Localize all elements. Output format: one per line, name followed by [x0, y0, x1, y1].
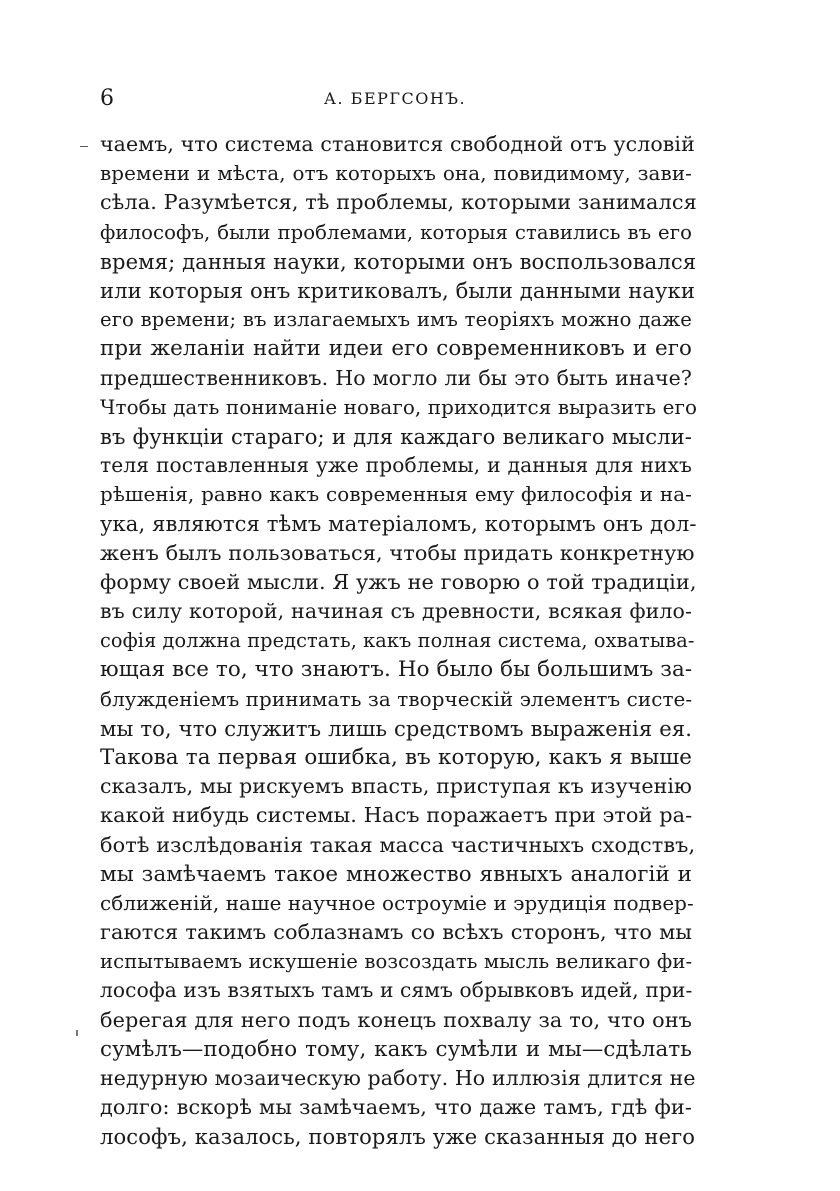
text-line: какой нибудь системы. Насъ поражаетъ при этой ра-	[100, 803, 693, 828]
text-line: недурную мозаическую работу. Но иллюзія длится не	[100, 1066, 696, 1090]
text-line: долго: вскорѣ мы замѣчаемъ, что даже тамъ, гдѣ фи-	[100, 1095, 692, 1120]
running-head: А. БЕРГСОНЪ.	[323, 89, 467, 108]
text-line: философъ, были проблемами, которыя ставились въ его	[100, 220, 692, 244]
text-line: гаются такимъ соблазнамъ со всѣхъ сторонъ, что мы	[100, 920, 692, 945]
text-line: его времени; въ излагаемыхъ имъ теоріяхъ можно даже	[100, 308, 692, 332]
text-line: берегая для него подъ конецъ похвалу за то, что онъ	[100, 1007, 692, 1032]
page-number: 6	[100, 86, 114, 111]
margin-speck-mark	[76, 1030, 78, 1036]
text-line: испытываемъ искушеніе возсоздать мысль великаго фи-	[100, 950, 693, 974]
text-line: ющая все то, что знаютъ. Но было бы большимъ за-	[100, 657, 693, 683]
text-line: предшественниковъ. Но могло ли бы это быть иначе?	[100, 365, 692, 390]
text-line: въ силу которой, начиная съ древности, всякая фило-	[100, 599, 692, 623]
text-line: лософа изъ взятыхъ тамъ и сямъ обрывковъ идей, при-	[100, 978, 693, 1003]
text-line: сумѣлъ—подобно тому, какъ сумѣли и мы—сдѣлать	[100, 1036, 692, 1062]
text-line: сближеній, наше научное остроуміе и эрудиція подвер-	[100, 891, 694, 915]
text-line: времени и мѣста, отъ которыхъ она, повидимому, зави-	[100, 162, 692, 186]
text-line: при желаніи найти идеи его современниковъ и его	[100, 336, 692, 362]
text-line: въ функціи стараго; и для каждаго великаго мысли-	[100, 423, 692, 449]
text-line: ботѣ изслѣдованія такая масса частичныхъ сходствъ,	[100, 832, 696, 857]
text-line: теля поставленныя уже проблемы, и данныя для нихъ	[100, 453, 692, 478]
text-line: Чтобы дать пониманіе новаго, приходится выразить его	[100, 395, 698, 419]
text-line: чаемъ, что система становится свободной отъ условій	[100, 132, 695, 156]
margin-tick-mark	[80, 146, 88, 147]
text-line: лософъ, казалось, повторялъ уже сказанныя до него	[100, 1124, 696, 1150]
text-line: рѣшенія, равно какъ современныя ему философія и на-	[100, 483, 692, 507]
page-header	[100, 84, 690, 114]
text-line: форму своей мысли. Я ужъ не говорю о той традиціи,	[100, 569, 697, 594]
text-line: ука, являются тѣмъ матеріаломъ, которымъ онъ дол-	[100, 511, 697, 537]
body-text	[100, 130, 698, 1152]
text-line: женъ былъ пользоваться, чтобы придать конкретную	[100, 540, 695, 565]
text-line: Такова та первая ошибка, въ которую, какъ я выше	[100, 744, 692, 770]
text-line: мы замѣчаемъ такое множество явныхъ аналогій и	[100, 861, 692, 887]
text-line: сказалъ, мы рискуемъ впасть, приступая къ изученію	[100, 774, 692, 799]
text-line: мы то, что служитъ лишь средствомъ выраженія ея.	[100, 715, 692, 741]
text-line: сѣла. Разумѣется, тѣ проблемы, которыми занимался	[100, 190, 697, 215]
text-line: время; данныя науки, которыми онъ воспользовался	[100, 248, 697, 274]
text-line: софія должна предстать, какъ полная система, охватыва-	[100, 629, 695, 653]
text-line: или которыя онъ критиковалъ, были данными науки	[100, 277, 695, 303]
text-line: блужденіемъ принимать за творческій элементъ систе-	[100, 687, 693, 711]
